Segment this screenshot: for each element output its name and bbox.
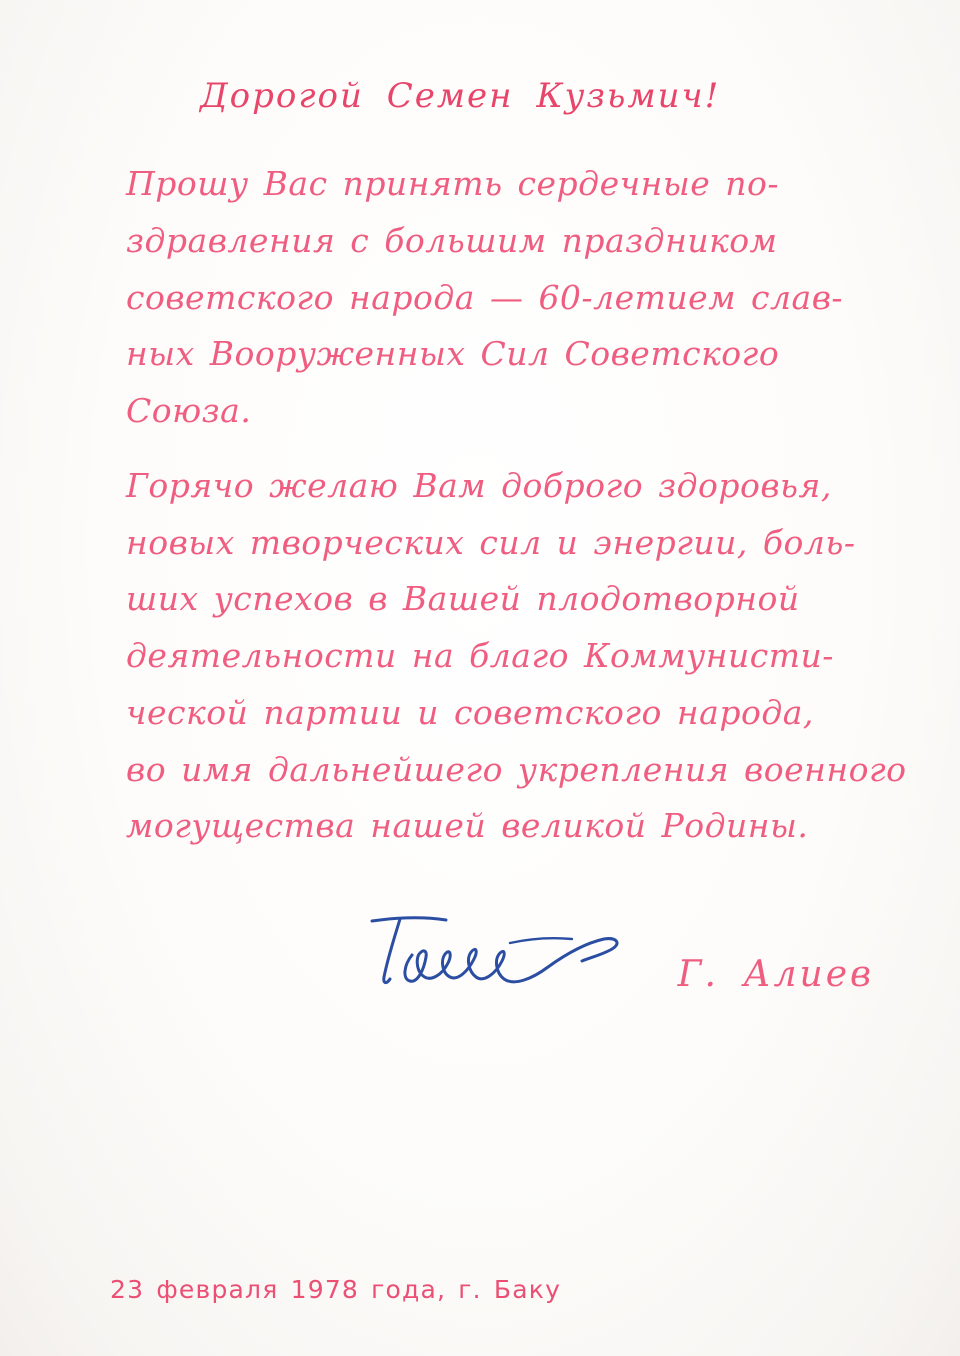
paragraph-two-line-6: во имя дальнейшего укрепления военного xyxy=(126,749,907,789)
paragraph-one-line-2: здравления с большим праздником xyxy=(126,220,778,260)
paragraph-two-line-4: деятельности на благо Коммунисти- xyxy=(126,636,834,675)
paragraph-two xyxy=(72,458,907,855)
date-and-place: 23 февраля 1978 года, г. Баку xyxy=(110,1275,562,1304)
paragraph-one xyxy=(72,156,888,440)
paragraph-one-line-5: Союза. xyxy=(126,391,252,430)
paragraph-one-line-4: ных Вооруженных Сил Советского xyxy=(126,334,780,374)
paragraph-one-line-1: Прошу Вас принять сердечные по- xyxy=(126,164,780,203)
signature-block xyxy=(72,909,888,1001)
salutation: Дорогой Семен Кузьмич! xyxy=(200,76,721,116)
paragraph-two-line-7: могущества нашей великой Родины. xyxy=(126,806,809,846)
paragraph-two-line-2: новых творческих сил и энергии, боль- xyxy=(126,522,856,562)
signer-printed-name: Г. Алиев xyxy=(677,954,874,995)
handwritten-signature-icon xyxy=(360,909,660,1001)
paragraph-two-line-5: ческой партии и советского народа, xyxy=(126,692,814,732)
paragraph-two-line-1: Горячо желаю Вам доброго здоровья, xyxy=(126,465,832,505)
paragraph-one-line-3: советского народа — 60-летием слав- xyxy=(126,277,844,317)
paragraph-two-line-3: ших успехов в Вашей плодотворной xyxy=(126,579,800,619)
